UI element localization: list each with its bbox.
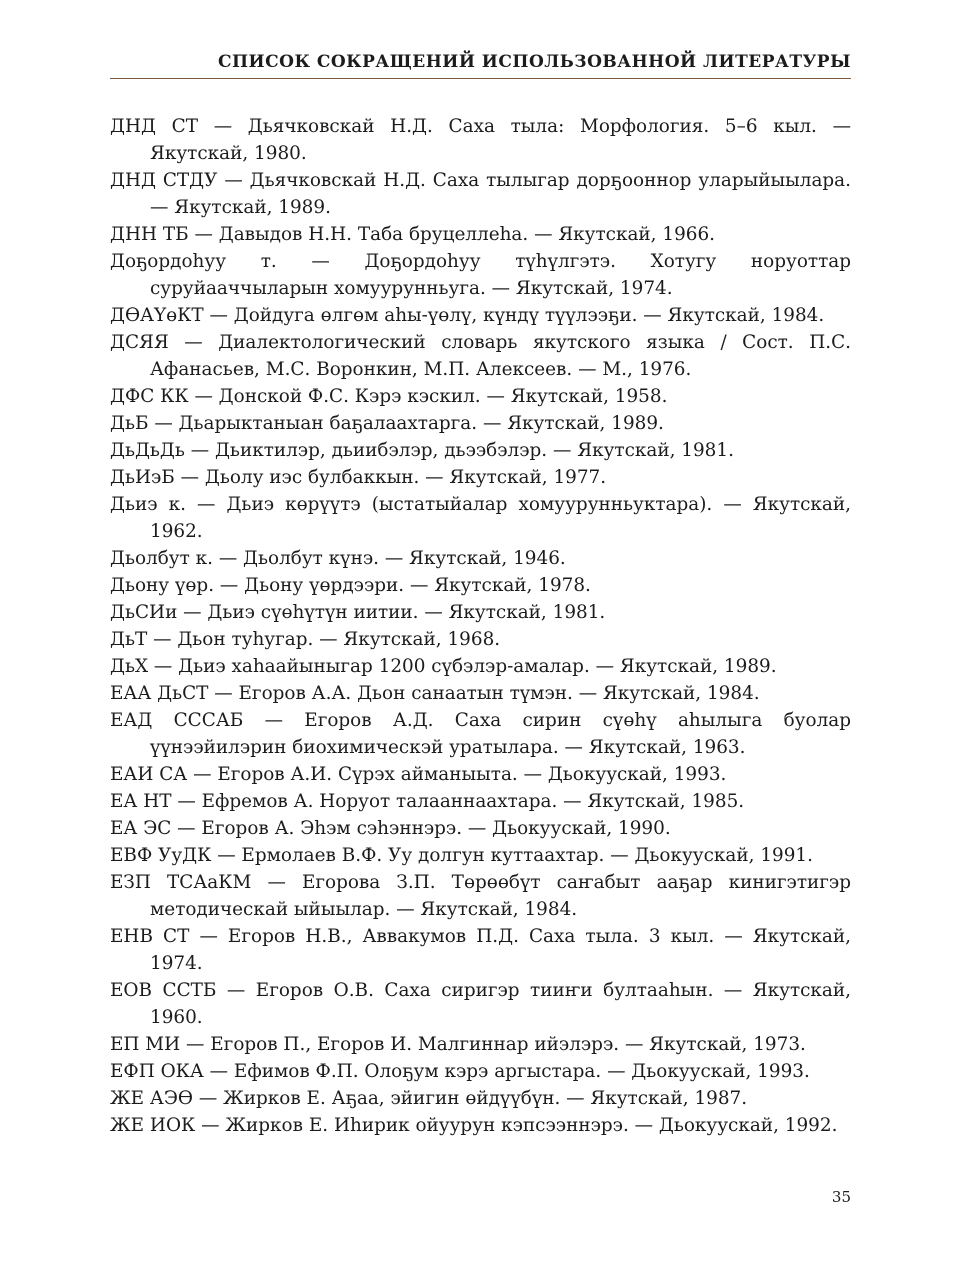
list-item: ЕА ЭС — Егоров А. Эhэм сэhэннэрэ. — Дьокуускай, 1990. xyxy=(110,818,671,839)
list-item: ДьТ — Дьон туhугар. — Якутскай, 1968. xyxy=(110,629,501,650)
list-item: ДНД СТ — Дьячковскай Н.Д. Саха тыла: Морфология. 5–6 кыл. — Якутскай, 1980. xyxy=(110,116,851,164)
list-item: Доҕордоhуу т. — Доҕордоhуу түhүлгэтэ. Хотугу норуоттар суруйааччыларын хомуурунньуга. — Якутскай, 1974. xyxy=(110,251,851,299)
list-item: ДНН ТБ — Давыдов Н.Н. Таба бруцеллеhа. — Якутскай, 1966. xyxy=(110,224,716,245)
list-item: ДСЯЯ — Диалектологический словарь якутского языка / Сост. П.С. Афанасьев, М.С. Воронкин, М.П. Алексеев. — М., 1976. xyxy=(110,332,851,380)
page-number: 35 xyxy=(831,1188,851,1206)
list-item: ЕАД СССАБ — Егоров А.Д. Саха сирин сүөhү аhылыгa буолар үүнээйилэрин биохимическэй уратылара. — Якутскай, 1963. xyxy=(110,710,851,758)
list-item: ДьБ — Дьарыктаныан баҕалаахтарга. — Якутскай, 1989. xyxy=(110,413,664,434)
list-item: ЖЕ АЭӨ — Жирков Е. Аҕаа, эйиги​н өйдүүбүн. — Якутскай, 1987. xyxy=(110,1088,748,1109)
list-item: ЕОВ ССТБ — Егоров О.В. Саха сиригэр тииҥи бултааhын. — Якутскай, 1960. xyxy=(110,980,851,1028)
list-item: ЕА НТ — Ефремов А. Норуот талааннаахтара. — Якутскай, 1985. xyxy=(110,791,745,812)
header-rule xyxy=(110,78,851,79)
list-item: Дьолбут к. — Дьолбут күнэ. — Якутскай, 1946. xyxy=(110,548,566,569)
list-item: ДьСИи — Дьиэ сүөhүтүн иитии. — Якутскай, 1981. xyxy=(110,602,606,623)
list-item: ДьИэБ — Дьолу иэс булбаккын. — Якутскай, 1977. xyxy=(110,467,607,488)
list-item: ДНД СТДУ — Дьячковскай Н.Д. Саха тылыгар дорҕооннор уларыйыыларa. — Якутскай, 1989. xyxy=(110,170,851,218)
list-item: ЕЗП ТСАаКМ — Егорова З.П. Төрөөбүт саҥабыт ааҕар кинигэтигэр методическай ыйыылар. — Якутскай, 1984. xyxy=(110,872,851,920)
list-item: ДьДьДь — Дьиктилэр, дьиибэлэр, дьээбэлэр. — Якутскай, 1981. xyxy=(110,440,734,461)
list-item: ДФС КК — Донской Ф.С. Кэрэ кэскил. — Якутскай, 1958. xyxy=(110,386,668,407)
list-item: ЕАИ СА — Егоров А.И. Сүрэх айманыыта. — Дьокуускай, 1993. xyxy=(110,764,727,785)
list-item: ЕАА ДьСТ — Егоров А.А. Дьон санаатын түмэн. — Якутскай, 1984. xyxy=(110,683,760,704)
list-item: ЕФП ОКА — Ефимов Ф.П. Олоҕум кэрэ аргыстара. — Дьокуускай, 1993. xyxy=(110,1061,810,1082)
abbreviation-list xyxy=(110,113,851,1139)
list-item: ДӨАҮөКТ — Дойдуга өлгөм аhы-үөлү, күндү түүлээҕи. — Якутскай, 1984. xyxy=(110,305,825,326)
list-item: ЕВФ УуДК — Ермолаев В.Ф. Уу долгун куттаахтар. — Дьокуускай, 1991. xyxy=(110,845,813,866)
list-item: ЖЕ ИОК — Жирков Е. Иhирик ойуурун кэпсээннэрэ. — Дьокуускай, 1992. xyxy=(110,1115,838,1136)
list-item: Дьиэ к. — Дьиэ көрүүтэ (ыстатыйалар хомуурунньуктара). — Якутскай, 1962. xyxy=(110,494,851,542)
running-head: СПИСОК СОКРАЩЕНИЙ ИСПОЛЬЗОВАННОЙ ЛИТЕРАТУРЫ xyxy=(217,52,851,72)
list-item: ЕНВ СТ — Егоров Н.В., Аввакумов П.Д. Саха тыла. 3 кыл. — Якутскай, 1974. xyxy=(110,926,851,974)
list-item: Дьону үөр. — Дьону үөрдээри. — Якутскай, 1978. xyxy=(110,575,591,596)
list-item: ЕП МИ — Егоров П., Егоров И. Малгиннар ийэлэрэ. — Якутскай, 1973. xyxy=(110,1034,806,1055)
list-item: ДьХ — Дьиэ хаhаайыныгар 1200 сүбэлэр-амалар. — Якутскай, 1989. xyxy=(110,656,777,677)
